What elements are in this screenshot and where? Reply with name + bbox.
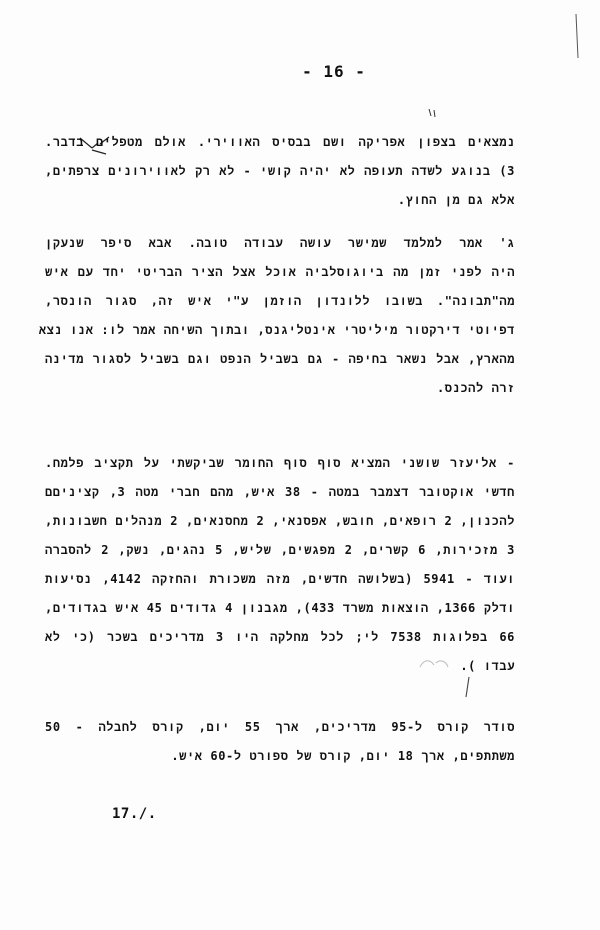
- text-line: 66 בפלוגות 7538 לי; לכל מחלקה היו 3 מדריכים בשכר (כי לא: [45, 630, 515, 644]
- text-line: היה לפני זמן מה ביוגוסלביה אוכל אצל הציר הבריטי יחד עם איש: [45, 265, 515, 279]
- text-line: נמצאים בצפון אפריקה ושם בבסיס האווירי. אולם מטפלים בדבר.: [45, 135, 515, 149]
- text-line: ועוד - 5941 (בשלושה חדשים, מזה משכורת והחזקה 4142, נסיעות: [45, 572, 515, 586]
- tick-icon: [426, 106, 440, 120]
- text-line: זרה להכנס.: [436, 381, 515, 395]
- text-line: - אליעזר שושני המציא סוף סוף החומר שביקשתי על תקציב פלמח.: [45, 456, 515, 470]
- text-line: מהארץ, אבל נשאר בחיפה - גם בשביל הנפט וגם בשביל לסגור מדינה: [45, 352, 515, 366]
- edge-line-icon: [572, 0, 582, 60]
- text-line: משתתפים, ארך 18 יום, קורס של ספורט ל-60 איש.: [171, 749, 515, 763]
- text-line: חדשי אוקטובר דצמבר במטה - 38 איש, מהם חברי מטה 3, קציניםם: [45, 485, 515, 499]
- text-line: 3) בנוגע לשדה תעופה לא יהיה קושי - לא רק לאווירונים צרפתים,: [45, 164, 515, 178]
- page-number: - 16 -: [302, 62, 366, 81]
- paragraph-intelligence: [38, 229, 515, 403]
- text-line: ודלק 1366, הוצאות משרד 433), מגבנון 4 גדודים 45 איש בגדודים,: [45, 601, 515, 615]
- text-line: ג' אמר למלמד שמישר עושה עבודה טובה. אבא סיפר שנעקן: [45, 236, 515, 250]
- paragraph-courses: [45, 713, 515, 771]
- text-line: אלא גם מן החוץ.: [397, 193, 515, 207]
- text-line: עבדו ).: [460, 659, 515, 673]
- text-line: סודר קורס ל-95 מדריכים, ארך 55 יום, קורס לחבלה - 50: [45, 720, 516, 734]
- text-line: 3 מזכירות, 6 קשרים, 2 מפגשים, שליש, 5 נהגים, נשק, 2 להסברה: [45, 543, 515, 557]
- text-line: להכנון, 2 רופאים, חובש, אפסנאי, 2 מחסנאים, 2 מנהלים חשבונות,: [45, 514, 515, 528]
- text-line: דפיוטי דירקטור מיליטרי אינטליגנס, ובתוך השיחה אמר לו: אנו נצא: [38, 323, 515, 337]
- paragraph-airbase: [45, 128, 515, 215]
- text-line: מה"תבונה". בשובו ללונדון הוזמן ע"י איש זה, סגור הונסר,: [45, 294, 515, 308]
- continuation-reference: 17./.: [112, 806, 157, 822]
- paragraph-budget: [45, 449, 515, 681]
